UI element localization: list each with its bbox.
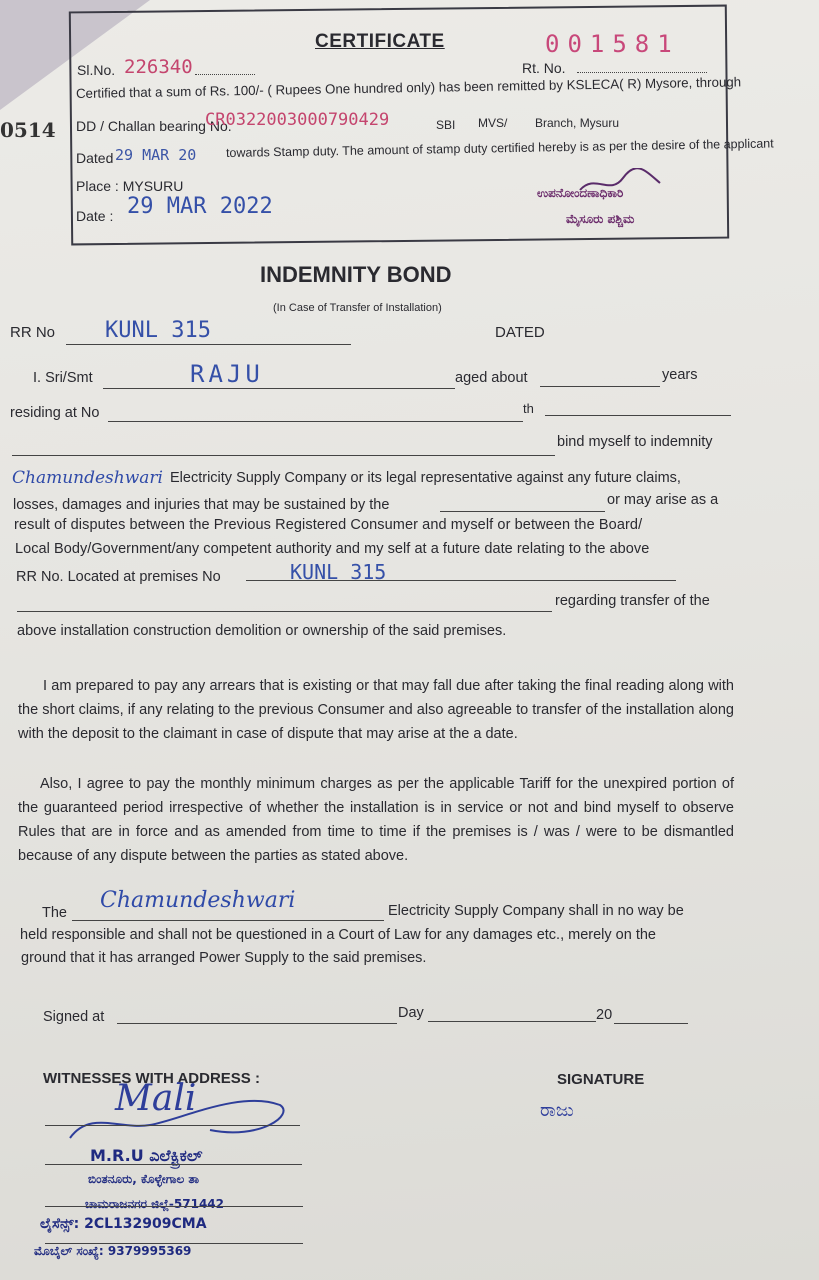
certificate-title: CERTIFICATE xyxy=(315,31,445,52)
side-number: 0514 xyxy=(0,118,56,142)
para1-line5: RR No. Located at premises No xyxy=(16,569,221,585)
certificate-serial-number: 001581 xyxy=(545,30,680,58)
witness-signature-stroke-icon xyxy=(60,1070,300,1150)
para1-line6: regarding transfer of the xyxy=(555,593,710,609)
para1-line2b: or may arise as a xyxy=(607,492,719,508)
paragraph-arrears: I am prepared to pay any arrears that is existing or that may fall due after taking the final reading along with the short claims, if any relating to the previous Consumer and also agreeable to transfer of the installation along with the deposit to the claimant in case of dispute that may arise at the a date. xyxy=(18,678,734,742)
dated-field-label: DATED xyxy=(495,324,545,341)
paragraph-minimum-charges: Also, I agree to pay the monthly minimum charges as per the applicable Tariff for the unexpired portion of the guaranteed period irrespective of whether the installation is in service or not and bind myself to observe Rules that are in force and as amended from time to time if the premises is / was / were to be dismantled because of any dispute between the parties as stated above. xyxy=(18,776,734,864)
rr-no-line xyxy=(66,344,351,345)
dated-label: Dated xyxy=(76,150,114,166)
witness-stamp-line2: ಬಿಂತನೂರು, ಕೊಳ್ಳೇಗಾಲ ತಾ xyxy=(88,1172,199,1186)
date-stamp-value: 29 MAR 2022 xyxy=(127,194,273,219)
rr-no-label: RR No xyxy=(10,324,56,341)
signature-label: SIGNATURE xyxy=(557,1071,645,1088)
sl-no-value: 226340 xyxy=(124,56,193,78)
sri-smt-value: RAJU xyxy=(190,360,264,388)
th-line xyxy=(545,415,731,416)
witness-stamp-line5: ಮೊಬೈಲ್ ಸಂಖ್ಯೆ: 9379995369 xyxy=(34,1244,192,1258)
certificate-line3: towards Stamp duty. The amount of stamp duty certified hereby is as per the desire of the applicant xyxy=(225,136,774,160)
premises-value: KUNL 315 xyxy=(290,560,387,584)
sub-registrar-signature-icon xyxy=(575,168,665,198)
sbi-label: SBI xyxy=(436,118,456,132)
day-line xyxy=(428,1021,596,1022)
branch-value: MVS/ xyxy=(478,116,508,130)
sustained-by-line xyxy=(440,511,605,512)
para1-line2a: losses, damages and injuries that may be sustained by the xyxy=(13,497,390,513)
premises-line2 xyxy=(17,611,552,612)
sub-registrar-seal-line2: ಮೈಸೂರು ಪಶ್ಚಿಮ xyxy=(566,212,635,226)
para1-line1: Electricity Supply Company or its legal representative against any future claims, xyxy=(170,470,681,486)
rt-no-line xyxy=(577,72,707,73)
dated-value: 29 MAR 20 xyxy=(115,146,197,164)
aged-about-label: aged about xyxy=(455,370,528,386)
residing-label: residing at No xyxy=(10,405,100,421)
place-label: Place : MYSURU xyxy=(76,178,184,194)
sri-smt-label: I. Sri/Smt xyxy=(33,370,93,386)
bond-heading: INDEMNITY BOND xyxy=(260,262,452,287)
year-line xyxy=(614,1023,688,1024)
para1-line7: above installation construction demolition or ownership of the said premises. xyxy=(17,623,507,639)
challan-number: CR0322003000790429 xyxy=(205,110,390,130)
rt-no-label: Rt. No. xyxy=(522,60,566,76)
residing-line xyxy=(108,421,523,422)
day-label: Day xyxy=(398,1005,424,1021)
sub-registrar-seal-line1: ಉಪನೋಂದಣಾಧಿಕಾರಿ xyxy=(537,186,624,200)
witness-stamp-name: M.R.U ಎಲೆಕ್ಟ್ರಿಕಲ್ xyxy=(90,1146,203,1165)
witness-line-1 xyxy=(45,1125,300,1126)
signed-at-line xyxy=(117,1023,397,1024)
years-label: years xyxy=(662,367,698,383)
bind-text: bind myself to indemnity xyxy=(557,434,713,450)
aged-line xyxy=(540,386,660,387)
witness-signature: Mali xyxy=(115,1078,197,1119)
witness-stamp-line3: ಚಾಮರಾಜನಗರ ಜಿಲ್ಲೆ-571442 xyxy=(85,1197,225,1211)
company-name-handwritten: Chamundeshwari xyxy=(12,468,163,488)
th-label: th xyxy=(523,401,534,416)
witness-line-3 xyxy=(45,1206,303,1207)
branch-label: Branch, Mysuru xyxy=(535,116,620,130)
year-label: 20 xyxy=(596,1007,613,1023)
address-line xyxy=(12,455,555,456)
company-line xyxy=(72,920,384,921)
applicant-signature: ರಾಜು xyxy=(540,1100,574,1121)
sl-no-line xyxy=(195,74,255,75)
certificate-line1: Certified that a sum of Rs. 100/- ( Rupees One hundred only) has been remitted by KSLECA( R) Mysore, through xyxy=(75,74,742,101)
para4-line2: held responsible and shall not be questioned in a Court of Law for any damages etc., merely on the xyxy=(20,927,656,943)
dd-label: DD / Challan bearing No. xyxy=(76,118,232,134)
witness-line-2 xyxy=(45,1164,302,1165)
para4-line1: Electricity Supply Company shall in no way be xyxy=(388,903,684,919)
bond-subheading: (In Case of Transfer of Installation) xyxy=(273,302,442,314)
para1-line4: Local Body/Government/any competent authority and my self at a future date relating to the above xyxy=(15,541,650,557)
rr-no-value: KUNL 315 xyxy=(105,318,211,343)
company-name-handwritten-2: Chamundeshwari xyxy=(100,888,296,913)
para1-line3: result of disputes between the Previous Registered Consumer and myself or between the Board/ xyxy=(14,517,643,533)
date-label: Date : xyxy=(76,208,114,224)
para4-line3: ground that it has arranged Power Supply to the said premises. xyxy=(21,950,427,966)
signed-at-label: Signed at xyxy=(43,1009,105,1025)
witnesses-label: WITNESSES WITH ADDRESS : xyxy=(43,1070,260,1087)
witness-stamp-line4: ಲೈಸೆನ್ಸ್: 2CL132909CMA xyxy=(40,1216,207,1232)
the-label: The xyxy=(42,905,67,921)
sri-smt-line xyxy=(103,388,455,389)
sl-no-label: Sl.No. xyxy=(77,62,116,78)
